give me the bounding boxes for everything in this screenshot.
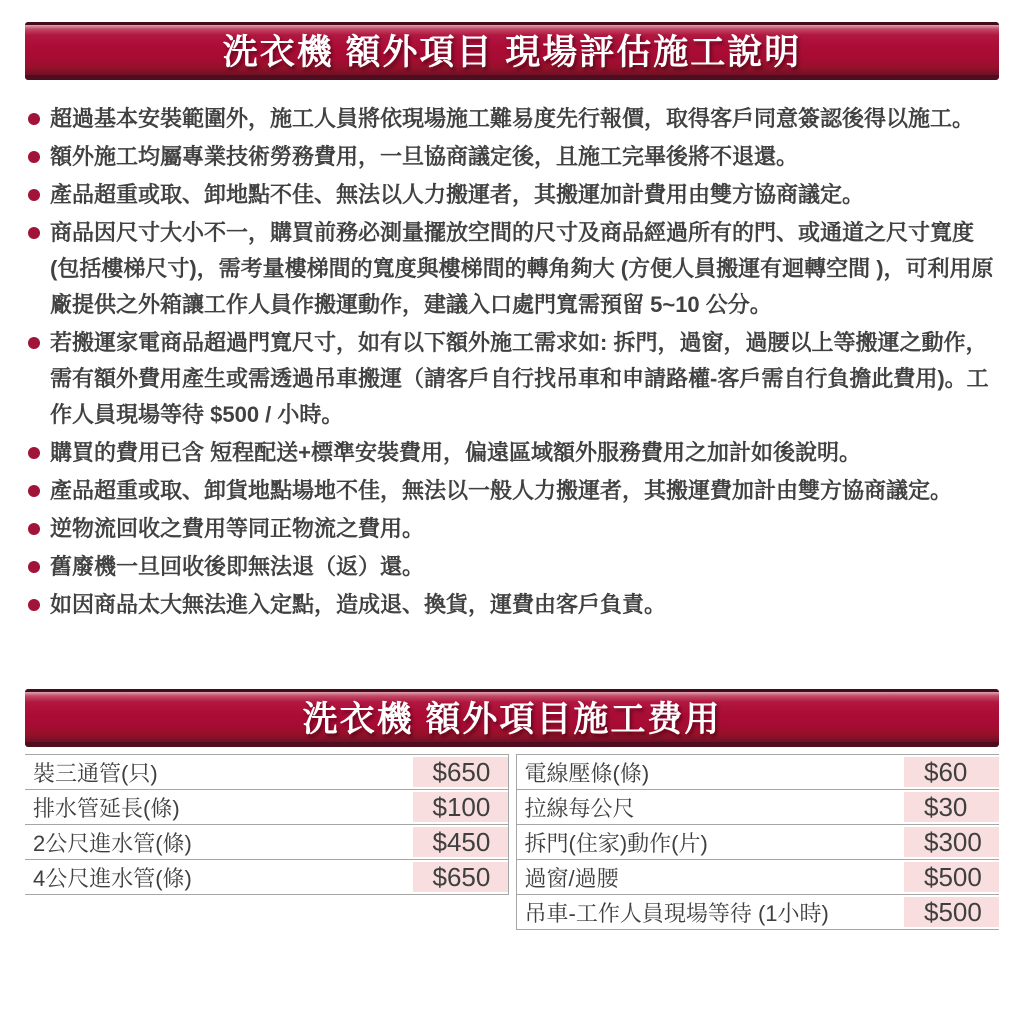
fee-price: $650 (413, 862, 508, 892)
fee-price: $30 (904, 792, 999, 822)
bullet-icon (28, 485, 40, 497)
fee-tables (25, 754, 999, 930)
note-text: 逆物流回收之費用等同正物流之費用。 (50, 516, 425, 541)
fee-item-label: 裝三通管(只) (33, 760, 158, 786)
fee-price: $100 (413, 792, 508, 822)
bullet-icon (28, 523, 40, 535)
fee-price: $450 (413, 827, 508, 857)
list-item (25, 101, 999, 137)
fee-price: $500 (904, 862, 999, 892)
fee-item-label: 吊車-工作人員現場等待 (1小時) (524, 900, 829, 926)
table-row (25, 790, 508, 825)
fee-item-label: 拆門(住家)動作(片) (524, 830, 708, 856)
table-row (517, 860, 1000, 895)
fee-price: $500 (904, 897, 999, 927)
bullet-icon (28, 189, 40, 201)
table-row (25, 755, 508, 790)
bullet-icon (28, 113, 40, 125)
fee-item-label: 2公尺進水管(條) (33, 830, 192, 856)
list-item (25, 511, 999, 547)
notes-list (25, 101, 999, 623)
table-row (517, 755, 1000, 790)
note-text: 商品因尺寸大小不一，購買前務必測量擺放空間的尺寸及商品經過所有的門、或通道之尺寸寬度 (包括樓梯尺寸)，需考量樓梯間的寬度與樓梯間的轉角夠大 (方便人員搬運有迴轉空間 )，可利用原廠提供之外箱讓工作人員作搬運動作，建議入口處門寬需預留 5~10 公分。 (50, 220, 994, 317)
table-row (25, 825, 508, 860)
list-item (25, 587, 999, 623)
table-row (517, 895, 1000, 930)
fee-item-label: 拉線每公尺 (524, 795, 635, 821)
list-item (25, 549, 999, 585)
bullet-icon (28, 227, 40, 239)
note-text: 購買的費用已含 短程配送+標準安裝費用，偏遠區域額外服務費用之加計如後說明。 (50, 440, 861, 465)
fees-banner (25, 689, 999, 747)
page-title: 洗衣機 額外項目 現場評估施工說明 (222, 33, 802, 72)
fee-item-label: 電線壓條(條) (524, 760, 650, 786)
list-item (25, 473, 999, 509)
note-text: 如因商品太大無法進入定點，造成退、換貨，運費由客戶負責。 (50, 592, 667, 617)
bullet-icon (28, 447, 40, 459)
note-text: 產品超重或取、卸地點不佳、無法以人力搬運者，其搬運加計費用由雙方協商議定。 (50, 182, 865, 207)
bullet-icon (28, 151, 40, 163)
fee-price: $60 (904, 757, 999, 787)
note-text: 產品超重或取、卸貨地點場地不佳，無法以一般人力搬運者，其搬運費加計由雙方協商議定。 (50, 478, 953, 503)
note-text: 舊廢機一旦回收後即無法退（返）還。 (50, 554, 425, 579)
fee-price: $650 (413, 757, 508, 787)
list-item (25, 215, 999, 323)
fee-price: $300 (904, 827, 999, 857)
list-item (25, 139, 999, 175)
fee-item-label: 4公尺進水管(條) (33, 865, 192, 891)
fee-table-right (516, 754, 1000, 930)
list-item (25, 435, 999, 471)
fee-table-left (25, 754, 509, 895)
bullet-icon (28, 561, 40, 573)
list-item (25, 325, 999, 433)
table-row (517, 825, 1000, 860)
table-row (517, 790, 1000, 825)
bullet-icon (28, 599, 40, 611)
bullet-icon (28, 337, 40, 349)
fee-item-label: 過窗/過腰 (524, 865, 619, 891)
note-text: 若搬運家電商品超過門寬尺寸，如有以下額外施工需求如: 拆門，過窗，過腰以上等搬運之動作，需有額外費用產生或需透過吊車搬運（請客戶自行找吊車和申請路權-客戶需自行負擔此費用)。工作人員現場等待 $500 / 小時。 (50, 330, 989, 427)
fees-title: 洗衣機 額外項目施工费用 (302, 700, 722, 739)
table-row (25, 860, 508, 895)
note-text: 額外施工均屬專業技術勞務費用，一旦協商議定後，且施工完畢後將不退還。 (50, 144, 799, 169)
header-banner (25, 22, 999, 80)
fee-item-label: 排水管延長(條) (33, 795, 180, 821)
list-item (25, 177, 999, 213)
note-text: 超過基本安裝範圍外，施工人員將依現場施工難易度先行報價，取得客戶同意簽認後得以施工。 (50, 106, 975, 131)
